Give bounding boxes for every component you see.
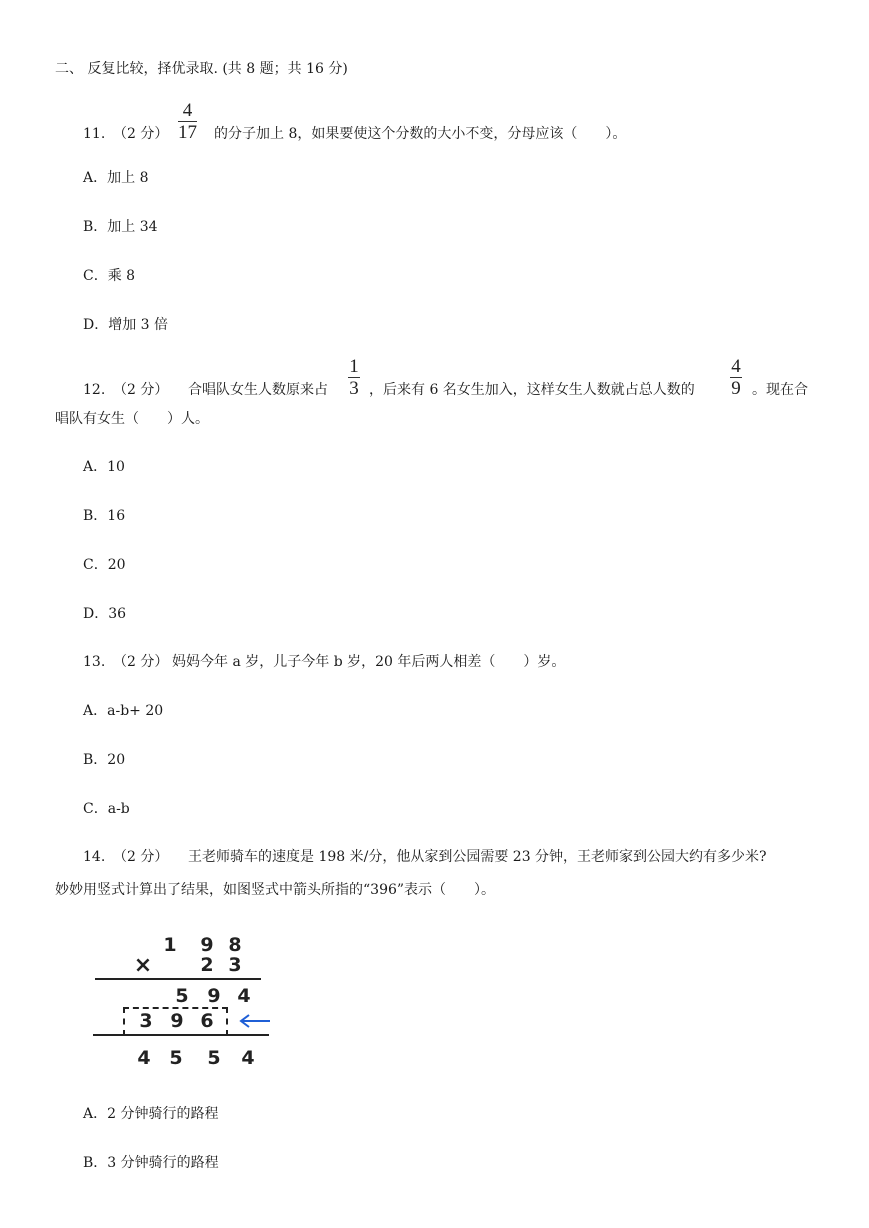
question-text: 的分子加上 8，如果要使这个分数的大小不变，分母应该（ ）。	[214, 126, 627, 142]
fraction-numerator: 1	[349, 356, 359, 377]
question-text: 妈妈今年 a 岁，儿子今年 b 岁，20 年后两人相差（ ）岁。	[172, 654, 566, 670]
option-letter: A．	[83, 170, 108, 186]
option-letter: B．	[83, 219, 108, 235]
option-c[interactable]	[83, 555, 126, 575]
rule-line	[93, 1034, 269, 1036]
option-d[interactable]	[83, 604, 126, 624]
option-text: 加上 34	[107, 219, 158, 235]
option-text: 增加 3 倍	[108, 317, 169, 333]
option-b[interactable]	[83, 217, 158, 237]
option-a[interactable]	[83, 701, 163, 721]
fraction-denominator: 3	[349, 378, 359, 399]
option-text: 16	[107, 508, 126, 524]
fraction-1-3	[348, 357, 360, 398]
option-text: 加上 8	[107, 170, 149, 186]
option-c[interactable]	[83, 266, 135, 286]
option-a[interactable]	[83, 168, 148, 188]
option-text: 36	[108, 606, 127, 622]
rule-line	[95, 978, 261, 980]
digit: 3	[139, 1010, 153, 1032]
option-a[interactable]	[83, 1104, 218, 1124]
option-d[interactable]	[83, 315, 168, 335]
digit: 4	[237, 985, 251, 1007]
digit: 9	[200, 934, 214, 956]
option-text: 20	[107, 557, 126, 573]
option-text: 10	[107, 459, 125, 475]
section-title: 二、 反复比较，择优录取. (共 8 题；共 16 分)	[55, 61, 348, 77]
question-number: 12.	[83, 382, 106, 398]
vertical-multiplication-figure	[90, 928, 280, 1078]
digit: 4	[137, 1047, 151, 1069]
digit: 5	[175, 985, 189, 1007]
option-letter: C．	[83, 801, 108, 817]
option-b[interactable]	[83, 506, 125, 526]
option-text: 乘 8	[107, 268, 136, 284]
fraction-4-17	[178, 101, 197, 142]
question-text-part-4: 唱队有女生（ ）人。	[55, 411, 209, 427]
option-b[interactable]	[83, 1153, 219, 1173]
option-letter: C．	[83, 268, 108, 284]
digit: 8	[228, 934, 242, 956]
option-letter: B．	[83, 752, 108, 768]
option-text: a-b	[107, 801, 130, 817]
fraction-denominator: 9	[731, 378, 741, 399]
digit: 6	[200, 1010, 214, 1032]
option-letter: B．	[83, 1155, 108, 1171]
option-text: 20	[107, 752, 126, 768]
multiply-sign: ×	[133, 953, 153, 978]
question-number: 14.	[83, 849, 106, 865]
option-letter: D．	[83, 606, 109, 622]
digit: 5	[207, 1047, 221, 1069]
option-text: 2 分钟骑行的路程	[107, 1106, 219, 1122]
fraction-4-9	[730, 357, 742, 398]
question-score: （2 分）	[113, 382, 169, 398]
fraction-denominator: 17	[178, 122, 197, 143]
option-letter: C．	[83, 557, 108, 573]
question-score: （2 分）	[113, 849, 169, 865]
arrow-left-icon	[238, 1014, 272, 1028]
question-text-part-3: 。现在合	[752, 382, 808, 398]
digit: 4	[241, 1047, 255, 1069]
question-number: 13.	[83, 654, 106, 670]
question-text-part-1: 王老师骑车的速度是 198 米/分，他从家到公园需要 23 分钟，王老师家到公园大约有多少米?	[188, 849, 767, 865]
digit: 1	[163, 934, 177, 956]
question-score: （2 分）	[113, 126, 169, 142]
digit: 9	[207, 985, 221, 1007]
option-letter: A．	[83, 703, 108, 719]
question-number: 11.	[83, 126, 106, 142]
question-score: （2 分）	[113, 654, 169, 670]
option-letter: B．	[83, 508, 108, 524]
question-text-part-2: ，后来有 6 名女生加入，这样女生人数就占总人数的	[369, 382, 695, 398]
option-letter: A．	[83, 459, 108, 475]
digit: 2	[200, 954, 214, 976]
option-letter: A．	[83, 1106, 108, 1122]
digit: 5	[169, 1047, 183, 1069]
option-letter: D．	[83, 317, 109, 333]
digit: 3	[228, 954, 242, 976]
fraction-numerator: 4	[182, 100, 193, 121]
digit: 9	[170, 1010, 184, 1032]
option-c[interactable]	[83, 799, 130, 819]
option-a[interactable]	[83, 457, 125, 477]
question-text-part-1: 合唱队女生人数原来占	[188, 382, 328, 398]
option-b[interactable]	[83, 750, 125, 770]
fraction-numerator: 4	[731, 356, 741, 377]
option-text: 3 分钟骑行的路程	[107, 1155, 219, 1171]
option-text: a-b+ 20	[107, 703, 164, 719]
question-text-part-2: 妙妙用竖式计算出了结果，如图竖式中箭头所指的“396”表示（ ）。	[55, 882, 496, 898]
